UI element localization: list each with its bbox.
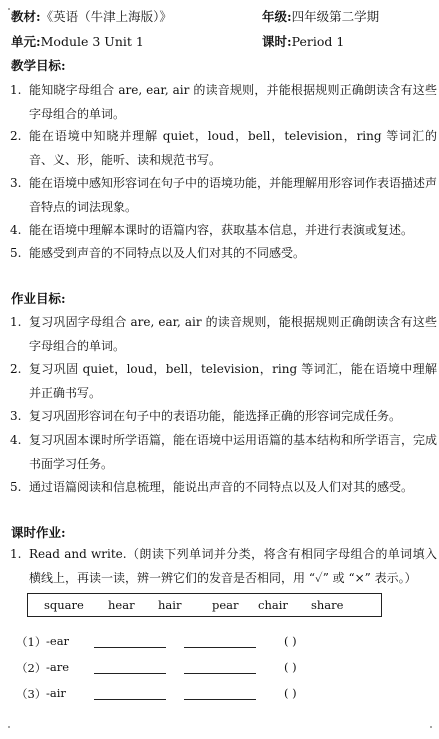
item-number: 1. <box>10 83 22 97</box>
word-bank-word: pear <box>212 598 239 612</box>
period-value: Period 1 <box>291 34 345 49</box>
item-text: 复习巩固本课时所学语篇，能在语境中运用语篇的基本结构和所学语言，完成书面学习任务。 <box>29 433 438 471</box>
judgement-parentheses[interactable]: ( ) <box>284 634 297 648</box>
grade-label: 年级: <box>262 9 292 24</box>
word-bank-box <box>27 593 382 617</box>
answer-blank[interactable] <box>184 673 256 674</box>
answer-blank[interactable] <box>94 673 166 674</box>
task-instruction: Read and write.（朗读下列单词并分类，将含有相同字母组合的单词填入横线上，再读一读，辨一辨它们的发音是否相同，用 “✓” 或 “×” 表示。） <box>29 547 437 585</box>
homework-goals-title: 作业目标: <box>11 291 66 306</box>
corner-mark-bottom-right <box>430 726 438 734</box>
word-bank-word: chair <box>258 598 288 612</box>
corner-mark-top-left <box>2 2 10 10</box>
item-text: 能在语境中理解本课时的语篇内容，获取基本信息，并进行表演或复述。 <box>29 223 414 237</box>
item-text: 复习巩固形容词在句子中的表语功能，能选择正确的形容词完成任务。 <box>29 409 402 423</box>
row-number: （1） <box>16 635 47 649</box>
item-text: 复习巩固字母组合 are, ear, air 的读音规则，能根据规则正确朗读含有这些字母组合的单词。 <box>29 315 437 353</box>
item-number: 1. <box>10 315 22 329</box>
period-line <box>262 34 344 50</box>
word-bank-word: share <box>311 598 344 612</box>
grade-value: 四年级第二学期 <box>291 9 380 24</box>
item-text: 能在语境中知晓并理解 quiet，loud，bell，television，ring 等词汇的音、义、形，能听、读和规范书写。 <box>29 129 437 167</box>
unit-line <box>11 34 144 50</box>
row-suffix: -ear <box>46 634 70 648</box>
answer-row <box>16 634 426 654</box>
item-number: 2. <box>10 362 22 376</box>
teaching-goals-title: 教学目标: <box>11 58 66 73</box>
answer-blank[interactable] <box>94 647 166 648</box>
word-bank-word: square <box>44 598 84 612</box>
judgement-parentheses[interactable]: ( ) <box>284 686 297 700</box>
item-text: 能在语境中感知形容词在句子中的语境功能，并能理解用形容词作表语描述声音特点的词法现象。 <box>29 176 438 214</box>
answer-row <box>16 686 426 706</box>
item-number: 2. <box>10 129 22 143</box>
item-number: 4. <box>10 433 22 447</box>
period-label: 课时: <box>262 34 292 49</box>
unit-value: Module 3 Unit 1 <box>40 34 144 49</box>
item-number: 5. <box>10 480 22 494</box>
judgement-parentheses[interactable]: ( ) <box>284 660 297 674</box>
grade-line <box>262 9 379 25</box>
item-number: 5. <box>10 246 22 260</box>
answer-blank[interactable] <box>184 647 256 648</box>
item-number: 3. <box>10 176 22 190</box>
item-number: 3. <box>10 409 22 423</box>
row-suffix: -air <box>46 686 66 700</box>
unit-label: 单元: <box>11 34 41 49</box>
row-suffix: -are <box>46 660 70 674</box>
item-number: 4. <box>10 223 22 237</box>
item-text: 能知晓字母组合 are, ear, air 的读音规则，并能根据规则正确朗读含有这些字母组合的单词。 <box>29 83 437 121</box>
textbook-line <box>11 9 172 25</box>
item-text: 能感受到声音的不同特点以及人们对其的不同感受。 <box>29 246 306 260</box>
item-text: 通过语篇阅读和信息梳理，能说出声音的不同特点以及人们对其的感受。 <box>29 480 414 494</box>
textbook-label: 教材: <box>11 9 41 24</box>
row-number: （3） <box>16 687 47 701</box>
answer-blank[interactable] <box>94 699 166 700</box>
row-number: （2） <box>16 661 47 675</box>
word-bank-word: hair <box>158 598 182 612</box>
textbook-value: 《英语（牛津上海版）》 <box>40 9 172 24</box>
task-number: 1. <box>10 547 22 561</box>
answer-blank[interactable] <box>184 699 256 700</box>
item-text: 复习巩固 quiet，loud，bell，television，ring 等词汇，能在语境中理解并正确书写。 <box>29 362 437 400</box>
homework-title: 课时作业: <box>11 525 66 540</box>
word-bank-word: hear <box>108 598 135 612</box>
answer-row <box>16 660 426 680</box>
corner-mark-bottom-left <box>2 726 10 734</box>
